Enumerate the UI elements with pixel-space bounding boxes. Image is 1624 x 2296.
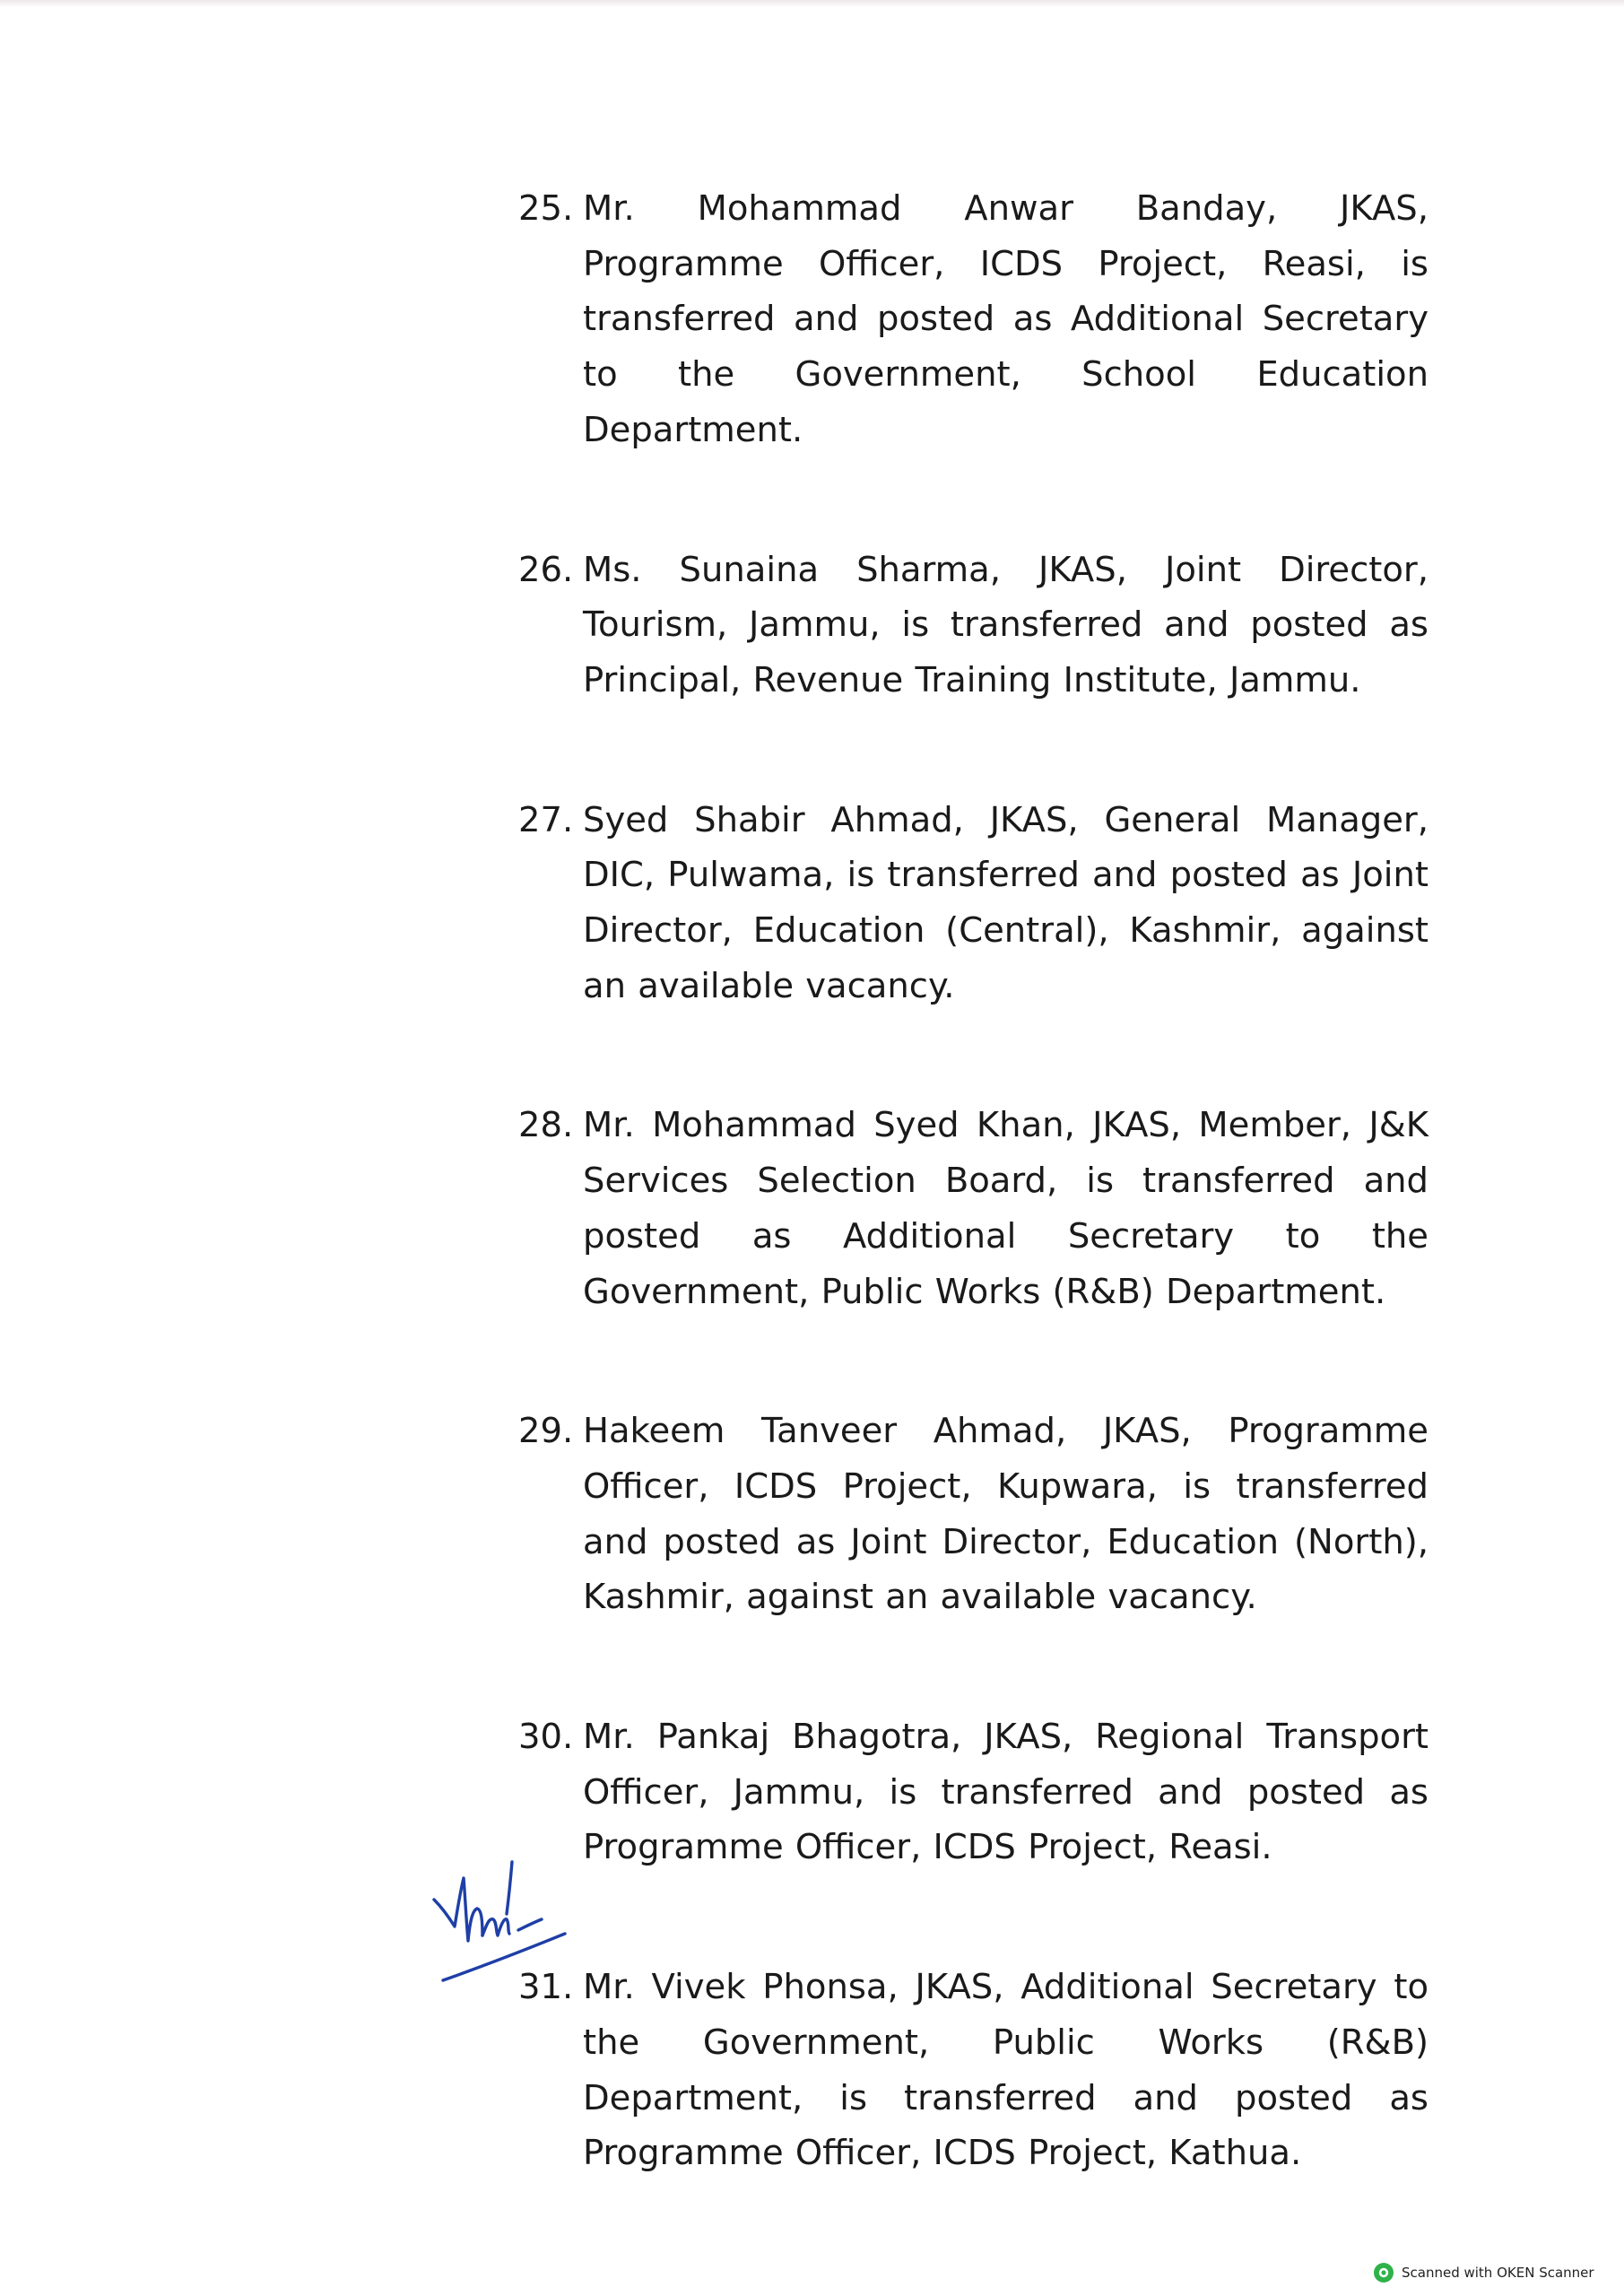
list-item — [518, 1709, 1429, 1875]
item-number: 28. — [518, 1105, 574, 1146]
scan-top-edge — [0, 0, 1624, 7]
item-number: 27. — [518, 799, 574, 840]
oken-scanner-logo-icon — [1373, 2262, 1394, 2283]
list-item — [518, 1960, 1429, 2181]
item-text: Mr. Vivek Phonsa, JKAS, Additional Secretary to the Government, Public Works (R&B) Department, is transferred and posted as Programme Officer, ICDS Project, Kathua. — [583, 1967, 1429, 2174]
item-number: 25. — [518, 188, 574, 229]
item-text: Mr. Pankaj Bhagotra, JKAS, Regional Transport Officer, Jammu, is transferred and posted as Programme Officer, ICDS Project, Reasi. — [583, 1717, 1429, 1868]
item-text: Ms. Sunaina Sharma, JKAS, Joint Director, Tourism, Jammu, is transferred and posted as Principal, Revenue Training Institute, Jammu. — [583, 549, 1429, 700]
item-text: Mr. Mohammad Syed Khan, JKAS, Member, J&K Services Selection Board, is transferred and posted as Additional Secretary to the Government, Public Works (R&B) Department. — [583, 1105, 1429, 1312]
item-text: Hakeem Tanveer Ahmad, JKAS, Programme Officer, ICDS Project, Kupwara, is transferred and posted as Joint Director, Education (North), Kashmir, against an available vacancy. — [583, 1411, 1429, 1618]
scanner-watermark — [1373, 2262, 1594, 2283]
list-item — [518, 793, 1429, 1014]
item-number: 31. — [518, 1967, 574, 2008]
item-number: 29. — [518, 1411, 574, 1452]
list-item — [518, 1404, 1429, 1625]
handwritten-signature — [429, 1821, 581, 1982]
item-text: Mr. Mohammad Anwar Banday, JKAS, Programme Officer, ICDS Project, Reasi, is transferred and posted as Additional Secretary to the Government, School Education Department. — [583, 188, 1429, 450]
transfer-order-list — [518, 181, 1429, 2181]
list-item — [518, 181, 1429, 458]
item-text: Syed Shabir Ahmad, JKAS, General Manager, DIC, Pulwama, is transferred and posted as Joint Director, Education (Central), Kashmir, against an available vacancy. — [583, 799, 1429, 1006]
item-number: 26. — [518, 549, 574, 590]
list-item — [518, 543, 1429, 709]
item-number: 30. — [518, 1717, 574, 1758]
list-item — [518, 1098, 1429, 1319]
scanner-text: Scanned with OKEN Scanner — [1402, 2265, 1594, 2281]
